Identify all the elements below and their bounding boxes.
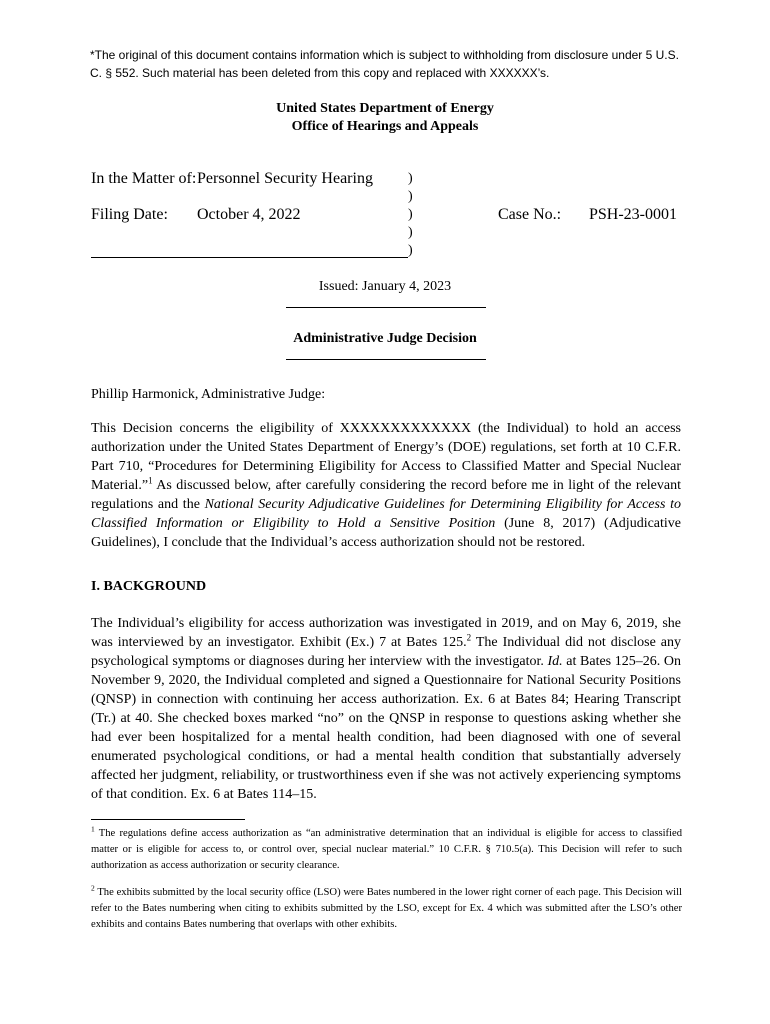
footnote-marker: 1 [91, 824, 95, 834]
guidelines-title: National Security Adjudicative Guidelines for Determining Eligibility for Access to Classified Information or Eligibility to Hold a Sensitive Position [91, 497, 681, 531]
filing-value: October 4, 2022 [197, 206, 301, 223]
caption-underline [91, 257, 408, 258]
judge-line: Phillip Harmonick, Administrative Judge: [91, 387, 326, 402]
filing-label: Filing Date: [91, 206, 168, 223]
matter-label: In the Matter of: [91, 170, 197, 187]
decision-title: Administrative Judge Decision [293, 331, 477, 346]
divider-rule [286, 307, 486, 308]
background-text: The Individual did not disclose any psychological symptoms or diagnoses during her interview with the investigator. [91, 635, 682, 669]
footnote-divider [91, 819, 245, 820]
intro-paragraph [91, 419, 681, 552]
intro-text: As discussed below, after carefully considering the record before me in light of the relevant regulations and the [91, 478, 681, 512]
footnote-2 [91, 885, 682, 933]
matter-value: Personnel Security Hearing [197, 170, 373, 187]
case-label: Case No.: [498, 206, 562, 223]
document-header [0, 100, 770, 136]
intro-text: This Decision concerns the eligibility of XXXXXXXXXXXXX (the Individual) to hold an access authorization under the United States Department of Energy’s (DOE) regulations, set forth at 10 C.F.R. Part 710, “Procedures for Determining Eligibility for Access to Classified Matter and Special Nuclear Material.” [91, 421, 681, 493]
redaction-notice: *The original of this document contains information which is subject to withholding from disclosure under 5 U.S. C. § 552. Such material has been deleted from this copy and replaced with XXXXXX’s. [90, 48, 679, 80]
caption-paren: ) [408, 243, 413, 258]
header-line-1: United States Department of Energy [276, 101, 494, 116]
footnote-text: The regulations define access authorization as “an administrative determination that an individual is eligible for access to classified matter or is eligible for access to, or control over, special nuclear material.” 10 C.F.R. § 710.5(a). This Decision will refer to such authorization as access authorization or security clearance. [91, 828, 682, 871]
footnote-text: The exhibits submitted by the local security office (LSO) were Bates numbered in the lower right corner of each page. This Decision will refer to the Bates numbering when citing to exhibits submitted by the LSO, except for Ex. 4 which was submitted after the LSO’s other exhibits and contains Bates numbering that overlaps with other exhibits. [91, 887, 682, 930]
id-citation: Id. [547, 654, 563, 669]
divider-rule [286, 359, 486, 360]
header-line-2: Office of Hearings and Appeals [291, 119, 479, 134]
caption-paren: ) [408, 171, 413, 186]
intro-text: (June 8, 2017) (Adjudicative Guidelines), I conclude that the Individual’s access authorization should not be restored. [91, 516, 682, 550]
footnote-ref-1: 1 [148, 475, 153, 486]
footnote-ref-2: 2 [466, 632, 472, 643]
background-text: at Bates 125–26. On November 9, 2020, the Individual completed and signed a Questionnaire for National Security Positions (QNSP) in connection with continuing her access authorization. Ex. 6 at Bates 84; Hearing Transcript (Tr.) at 40. She checked boxes marked “no” on the QNSP in response to questions asking whether she had ever been hospitalized for a mental health condition, had been diagnosed with one of several enumerated psychological conditions, or had a mental health condition that substantially adversely affected her judgment, reliability, or trustworthiness even if she was not actively experiencing symptoms of that condition. Ex. 6 at Bates 114–15. [91, 654, 681, 802]
footnote-marker: 2 [91, 883, 95, 893]
issued-date: Issued: January 4, 2023 [318, 279, 452, 294]
section-heading: I. BACKGROUND [91, 579, 207, 594]
footnote-1 [91, 826, 682, 874]
caption-paren: ) [408, 225, 413, 240]
background-paragraph [91, 614, 681, 804]
case-value: PSH-23-0001 [589, 206, 678, 223]
caption-paren: ) [408, 207, 413, 222]
caption-paren: ) [408, 189, 413, 204]
background-text: The Individual’s eligibility for access authorization was investigated in 2019, and on May 6, 2019, she was interviewed by an investigator. Exhibit (Ex.) 7 at Bates 125. [91, 616, 681, 650]
